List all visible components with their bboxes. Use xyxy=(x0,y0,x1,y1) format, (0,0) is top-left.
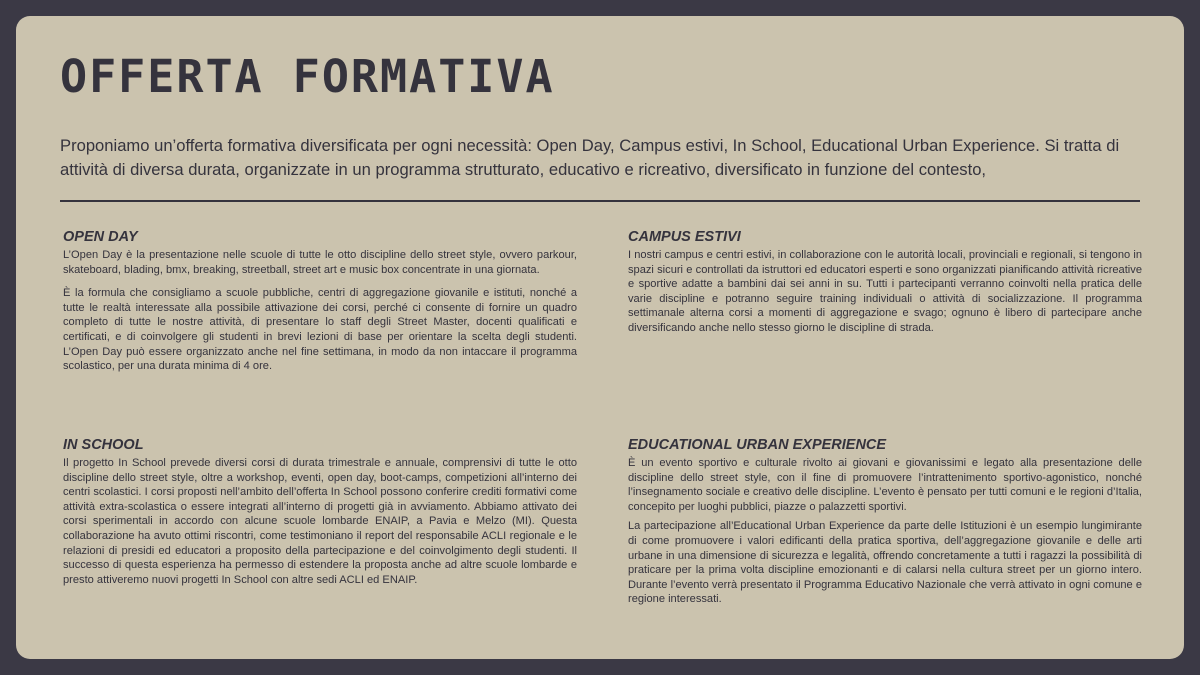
section-paragraph: L’Open Day è la presentazione nelle scuole di tutte le otto discipline dello street style, ovvero parkour, skateboard, blading, bmx, breaking, streetball, street art e music box concentrate in una giornata. xyxy=(63,249,577,276)
section-educational-urban-experience xyxy=(628,436,1142,607)
divider xyxy=(60,200,1140,202)
section-paragraph: I nostri campus e centri estivi, in collaborazione con le autorità locali, provinciali e regionali, si tengono in spazi sicuri e controllati da istruttori ed educatori esperti e sono organizzati pianificando attività ricreative e sportive adatte a bambini dai sei anni in su. Tutti i partecipanti verranno coinvolti nella pratica delle varie discipline e potranno seguire training individuali o attività di socializzazione. Il programma settimanale alterna corsi a momenti di aggregazione e svago; ognuno è libero di partecipare anche diversificando anche nello stesso giorno le discipline di strada. xyxy=(628,249,1142,334)
section-paragraph: La partecipazione all’Educational Urban Experience da parte delle Istituzioni è un esempio lungimirante di come promuovere i valori edificanti della pratica sportiva, dell’aggregazione giovanile e delle arti urbane in una dimensione di sicurezza e legalità, offrendo concretamente a tutti i ragazzi la possibilità di praticare per la prima volta discipline emozionanti e di calarsi nella cultura street per un giorno intero. Durante l’evento verrà presentato il Programma Educativo Nazionale che verrà attivato in ogni comune e regione interessati. xyxy=(628,520,1142,606)
section-heading: IN SCHOOL xyxy=(63,437,144,453)
section-heading: EDUCATIONAL URBAN EXPERIENCE xyxy=(628,437,887,453)
section-paragraph: È la formula che consigliamo a scuole pubbliche, centri di aggregazione giovanile e istituti, nonché a tutte le realtà interessate alla possibile attivazione dei corsi, perché ci consente di fornire un quadro completo di tutte le nostre attività, di presentare lo staff degli Street Master, docenti qualificati e certificati, e di coinvolgere gli studenti in brevi lezioni di base per orientare la scelta degli studenti. L’Open Day può essere organizzato anche nel fine settimana, in modo da non intaccare il programma scolastico, per una durata minima di 4 ore. xyxy=(63,287,577,373)
intro-paragraph: Proponiamo un’offerta formativa diversificata per ogni necessità: Open Day, Campus estivi, In School, Educational Urban Experience. Si tratta di attività di diversa durata, organizzate in un programma strutturato, educativo e ricreativo, diversificato in funzione del contesto, xyxy=(60,136,1120,179)
content-card xyxy=(16,16,1184,659)
section-in-school xyxy=(63,436,577,587)
section-open-day xyxy=(63,228,577,374)
section-campus-estivi xyxy=(628,228,1142,336)
page-title: OFFERTA FORMATIVA xyxy=(60,50,555,103)
section-paragraph: È un evento sportivo e culturale rivolto ai giovani e giovanissimi e legato alla presentazione delle discipline dello street style, con il fine di promuovere l’intrattenimento sportivo-agonistico, nonché l’insegnamento sociale e creativo delle discipline. L’evento è pensato per tutti comuni e le regioni d’Italia, concepito per luoghi pubblici, piazze o palazzetti sportivi. xyxy=(628,457,1142,513)
section-heading: OPEN DAY xyxy=(63,229,138,245)
section-paragraph: Il progetto In School prevede diversi corsi di durata trimestrale e annuale, comprensivi di tutte le otto discipline dello street style, oltre a workshop, eventi, open day, boot-camps, competizioni all’interno dei centri scolastici. I corsi proposti nell’ambito dell’offerta In School possono conferire crediti formativi come attività extra-scolastica o essere integrati all’interno di progetti già in avviamento. Abbiamo attivato dei corsi sperimentali in accordo con alcune scuole lombarde ENAIP, a Pavia e Melzo (MI). Questa collaborazione ha avuto ottimi riscontri, come testimoniano il report del responsabile ACLI regionale e le relazioni di presidi ed educatori a proposito della partecipazione e del coinvolgimento degli studenti. Il successo di questa esperienza ha permesso di estendere la proposta anche ad altre scuole lombarde e presto attiveremo nuovi progetti In School con altre sedi ACLI ed ENAIP. xyxy=(63,457,577,586)
section-heading: CAMPUS ESTIVI xyxy=(628,229,741,245)
